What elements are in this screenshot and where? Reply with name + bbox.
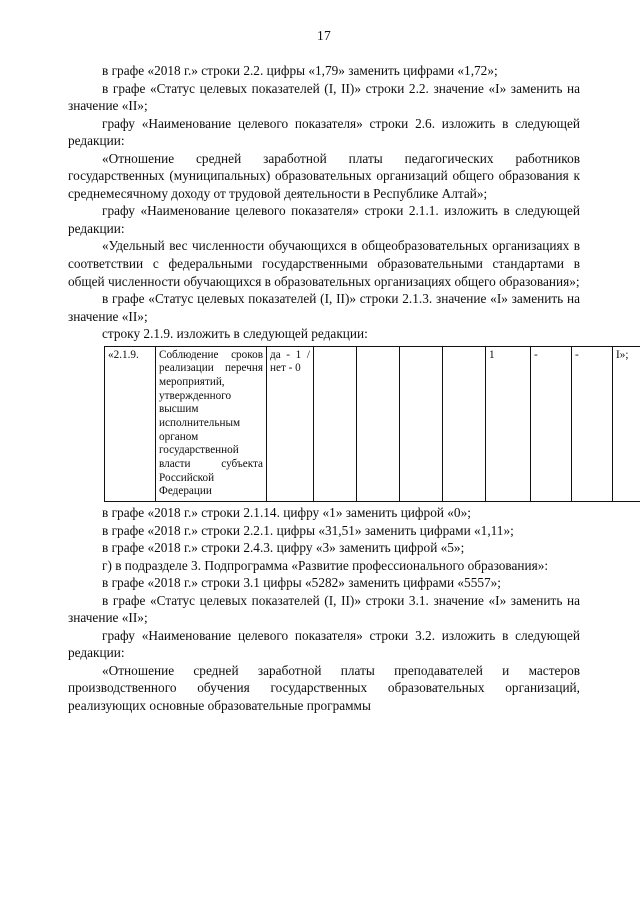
cell-empty-4 — [443, 346, 486, 501]
cell-empty-1 — [314, 346, 357, 501]
cell-indicator-name: Соблюдение сроков реализации перечня мероприятий, утвержденного высшим исполнительным органом государственной власти субъекта Российской Федерации — [156, 346, 267, 501]
paragraph-5: графу «Наименование целевого показателя» строки 2.1.1. изложить в следующей редакции: — [68, 203, 580, 236]
paragraph-4: «Отношение средней заработной платы педагогических работников государственных (муниципальных) образовательных организаций общего образования к среднемесячному доходу от трудовой деятельности в Республике Алтай»; — [68, 150, 580, 201]
paragraph-9: в графе «2018 г.» строки 2.1.14. цифру «1» заменить цифрой «0»; — [102, 504, 471, 520]
paragraph-16: «Отношение средней заработной платы преподавателей и мастеров производственного обучения государственных образовательных организаций, реализующих основные образовательные программы — [68, 662, 580, 713]
cell-value-2: - — [531, 346, 572, 501]
paragraph-6: «Удельный вес численности обучающихся в общеобразовательных организациях в соответствии с федеральными государственными образовательными стандартами в общей численности обучающихся в образовательных организациях общего образования»; — [68, 238, 580, 289]
paragraph-8: строку 2.1.9. изложить в следующей редакции: — [102, 326, 368, 342]
paragraph-11: в графе «2018 г.» строки 2.4.3. цифру «3» заменить цифрой «5»; — [102, 540, 465, 556]
cell-unit: да - 1 / нет - 0 — [267, 346, 314, 501]
cell-value-4: I»; — [613, 346, 640, 501]
page-number: 17 — [317, 28, 331, 43]
cell-empty-3 — [400, 346, 443, 501]
table-row — [105, 346, 640, 501]
paragraph-3: графу «Наименование целевого показателя» строки 2.6. изложить в следующей редакции: — [68, 115, 580, 149]
paragraph-7: в графе «Статус целевых показателей (I, II)» строки 2.1.3. значение «I» заменить на значение «II»; — [68, 291, 580, 324]
paragraph-15: графу «Наименование целевого показателя» строки 3.2. изложить в следующей редакции: — [68, 627, 580, 661]
table-container — [68, 346, 629, 502]
paragraph-2: в графе «Статус целевых показателей (I, II)» строки 2.2. значение «I» заменить на значение «II»; — [68, 80, 580, 114]
paragraph-12: г) в подразделе 3. Подпрограмма «Развитие профессионального образования»: — [102, 557, 549, 573]
indicator-table — [104, 346, 640, 502]
paragraph-1: в графе «2018 г.» строки 2.2. цифры «1,79» заменить цифрами «1,72»; — [102, 63, 498, 78]
cell-row-number: «2.1.9. — [105, 346, 156, 501]
paragraph-10: в графе «2018 г.» строки 2.2.1. цифры «31,51» заменить цифрами «1,11»; — [102, 522, 514, 538]
cell-value-3: - — [572, 346, 613, 501]
cell-value-1: 1 — [486, 346, 531, 501]
paragraph-14: в графе «Статус целевых показателей (I, II)» строки 3.1. значение «I» заменить на значение «II»; — [68, 592, 580, 626]
paragraph-13: в графе «2018 г.» строки 3.1 цифры «5282» заменить цифрами «5557»; — [102, 575, 501, 591]
cell-empty-2 — [357, 346, 400, 501]
